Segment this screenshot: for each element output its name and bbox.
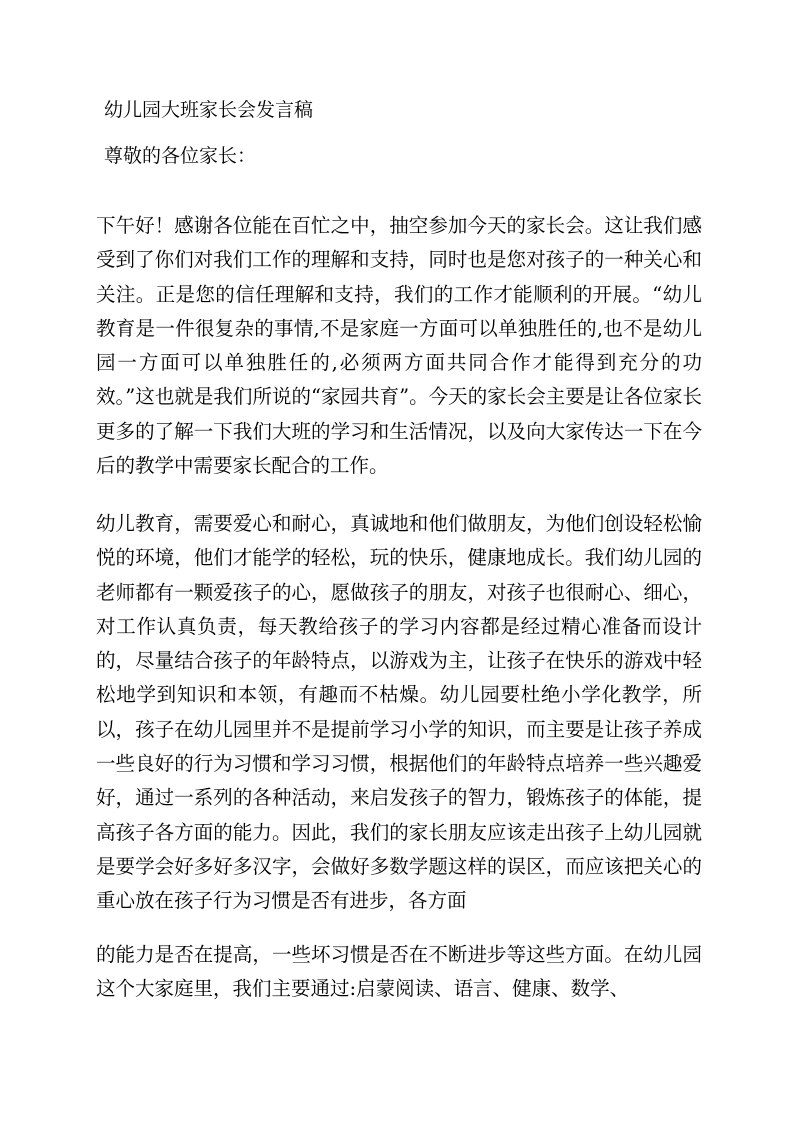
paragraph-3: 的能力是否在提高，一些坏习惯是否在不断进步等这些方面。在幼儿园这个大家庭里，我们主要通过:启蒙阅读、语言、健康、数学、 (96, 943, 702, 1001)
document-title: 幼儿园大班家长会发言稿 (104, 99, 314, 121)
paragraph-2: 幼儿教育，需要爱心和耐心，真诚地和他们做朋友，为他们创设轻松愉悦的环境，他们才能学的轻松，玩的快乐，健康地成长。我们幼儿园的老师都有一颗爱孩子的心，愿做孩子的朋友，对孩子也很耐心、细心，对工作认真负责，每天教给孩子的学习内容都是经过精心准备而设计的，尽量结合孩子的年龄特点，以游戏为主，让孩子在快乐的游戏中轻松地学到知识和本领，有趣而不枯燥。幼儿园要杜绝小学化教学，所以，孩子在幼儿园里并不是提前学习小学的知识，而主要是让孩子养成一些良好的行为习惯和学习习惯，根据他们的年龄特点培养一些兴趣爱好，通过一系列的各种活动，来启发孩子的智力，锻炼孩子的体能，提高孩子各方面的能力。因此，我们的家长朋友应该走出孩子上幼儿园就是要学会好多好多汉字，会做好多数学题这样的误区，而应该把关心的重心放在孩子行为习惯是否有进步，各方面 (96, 512, 702, 913)
paragraph-1: 下午好！感谢各位能在百忙之中，抽空参加今天的家长会。这让我们感受到了你们对我们工作的理解和支持，同时也是您对孩子的一种关心和关注。正是您的信任理解和支持，我们的工作才能顺利的开展。“幼儿教育是一件很复杂的事情,不是家庭一方面可以单独胜任的,也不是幼儿园一方面可以单独胜任的,必须两方面共同合作才能得到充分的功效。”这也就是我们所说的“家园共育”。今天的家长会主要是让各位家长更多的了解一下我们大班的学习和生活情况，以及向大家传达一下在今后的教学中需要家长配合的工作。 (96, 214, 702, 478)
salutation: 尊敬的各位家长： (104, 145, 257, 167)
